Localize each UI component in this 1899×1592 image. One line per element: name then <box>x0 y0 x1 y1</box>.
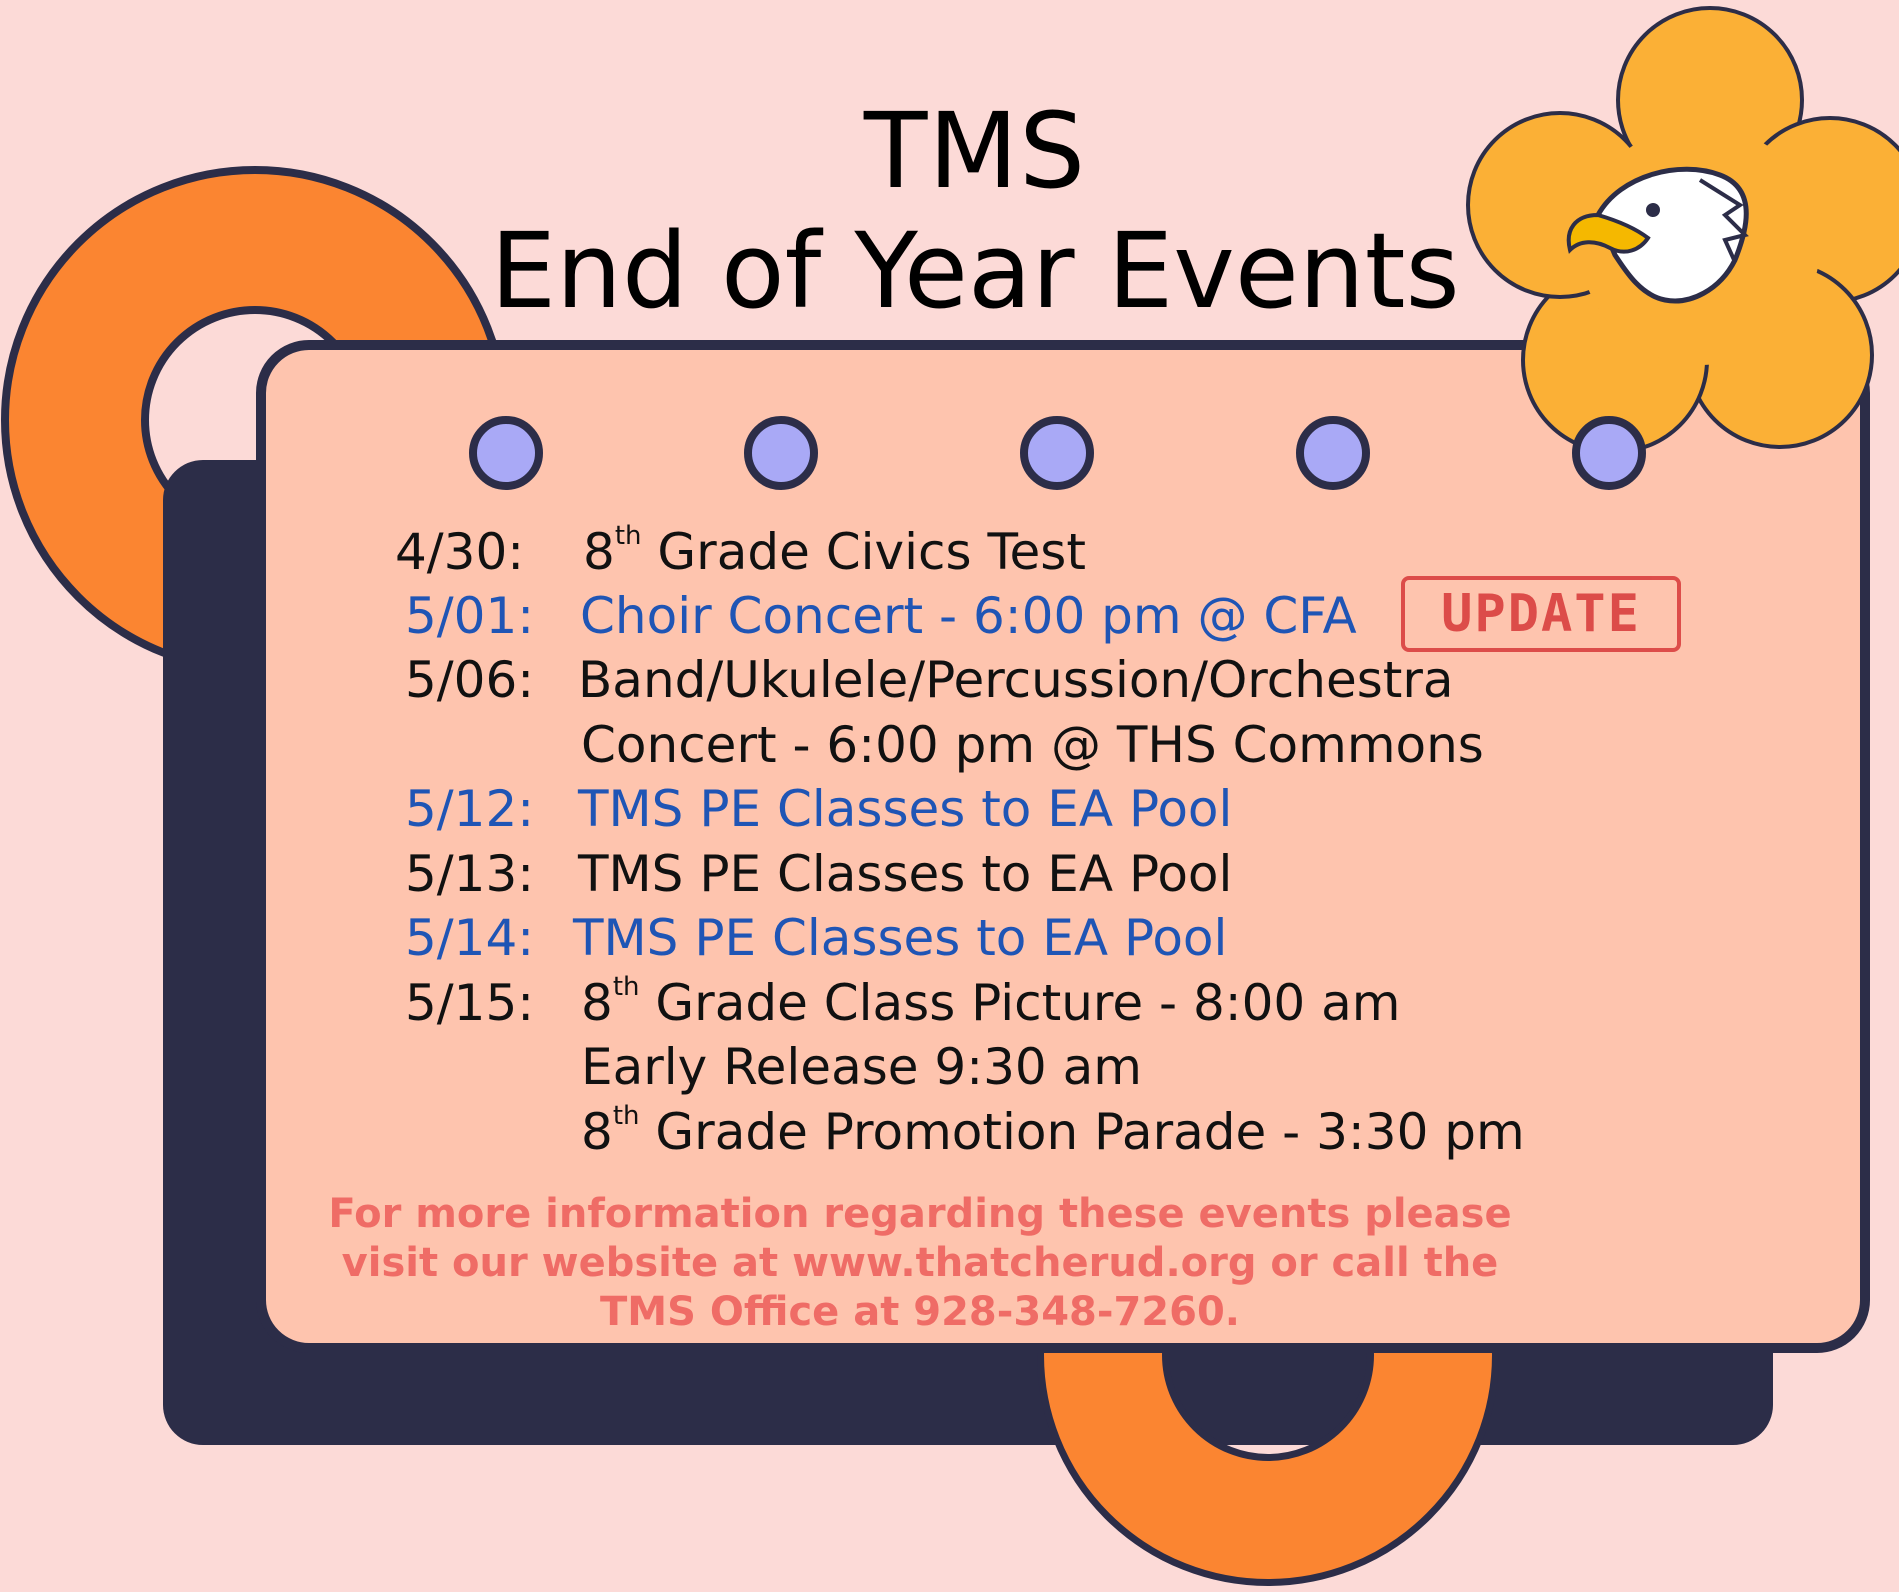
event-date: 5/06: <box>405 651 535 709</box>
event-date: 5/14: <box>405 909 535 967</box>
footer-line: visit our website at www.thatcherud.org or call the <box>341 1240 1499 1286</box>
event-text: TMS PE Classes to EA Pool <box>578 780 1233 838</box>
event-text: TMS PE Classes to EA Pool <box>573 909 1228 967</box>
ordinal-suffix: th <box>612 972 640 1002</box>
grade-number: 8 <box>581 974 613 1032</box>
binder-hole <box>1296 416 1370 490</box>
binder-hole <box>1020 416 1094 490</box>
binder-hole <box>469 416 543 490</box>
binder-hole <box>744 416 818 490</box>
page-title-line-2: End of Year Events <box>490 210 1460 332</box>
event-date: 5/12: <box>405 780 535 838</box>
event-text: Concert - 6:00 pm @ THS Commons <box>581 716 1484 774</box>
event-date: 5/13: <box>405 845 535 903</box>
event-text: Grade Class Picture - 8:00 am <box>655 974 1401 1032</box>
binder-hole <box>1572 416 1646 490</box>
ordinal-suffix: th <box>614 521 642 551</box>
event-text: Choir Concert - 6:00 pm @ CFA <box>580 587 1357 645</box>
grade-number: 8 <box>581 1103 613 1161</box>
event-text: Grade Civics Test <box>657 523 1086 581</box>
event-text: Early Release 9:30 am <box>581 1038 1142 1096</box>
footer-info <box>260 1190 1580 1337</box>
event-text: Band/Ukulele/Percussion/Orchestra <box>578 651 1454 709</box>
page-title-line-1: TMS <box>863 90 1087 212</box>
footer-line: For more information regarding these events please <box>328 1191 1512 1237</box>
update-stamp: UPDATE <box>1401 576 1681 652</box>
footer-line: TMS Office at 928-348-7260. <box>600 1289 1240 1335</box>
event-text: Grade Promotion Parade - 3:30 pm <box>655 1103 1525 1161</box>
event-text: TMS PE Classes to EA Pool <box>578 845 1233 903</box>
event-date: 5/15: <box>405 974 535 1032</box>
ordinal-suffix: th <box>612 1101 640 1131</box>
grade-number: 8 <box>583 523 615 581</box>
event-date: 4/30: <box>395 523 525 581</box>
event-date: 5/01: <box>405 587 535 645</box>
